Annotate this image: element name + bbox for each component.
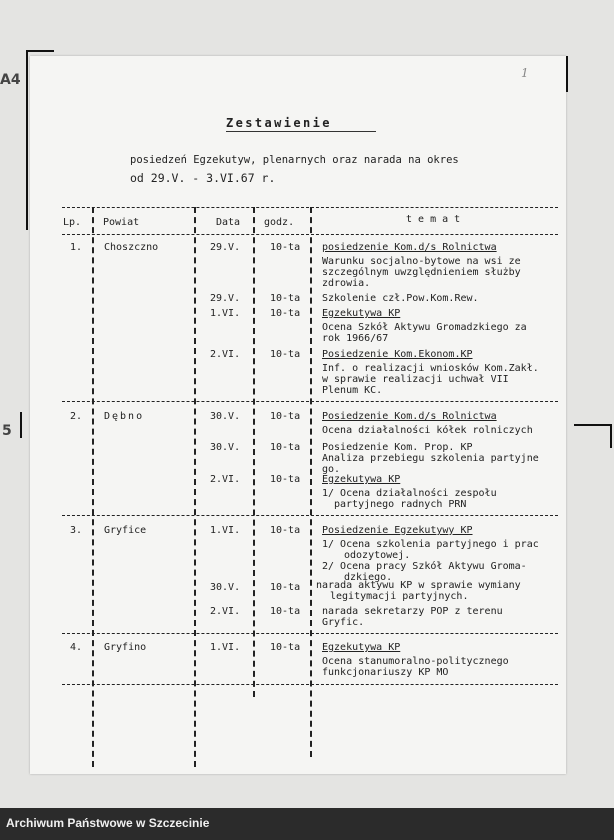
- row-subject-heading: Posiedzenie Egzekutywy KP: [322, 525, 473, 536]
- row-date: 30.V.: [210, 442, 241, 453]
- row-subject-line: go.: [322, 464, 341, 475]
- row-subject-line: Inf. o realizacji wniosków Kom.Zakł.: [322, 363, 539, 374]
- row-subject-heading: Egzekutywa KP: [322, 474, 401, 485]
- row-time: 10-ta: [270, 308, 301, 319]
- row-subject-line: Szkolenie czł.Pow.Kom.Rew.: [322, 293, 479, 304]
- row-date: 29.V.: [210, 293, 241, 304]
- column-rule-1: [92, 207, 94, 767]
- row-subject-line: narada sekretarzy POP z terenu: [322, 606, 503, 617]
- row-date: 30.V.: [210, 411, 241, 422]
- row-time: 10-ta: [270, 442, 301, 453]
- title-underline: [226, 131, 376, 132]
- row-subject-line: Warunku socjalno-bytowe na wsi ze: [322, 256, 521, 267]
- row-subject-heading: Egzekutywa KP: [322, 308, 401, 319]
- row-subject-line: zdrowia.: [322, 278, 371, 289]
- row-date: 29.V.: [210, 242, 241, 253]
- column-rule-4: [310, 207, 312, 757]
- row-subject-line: Gryfic.: [322, 617, 365, 628]
- row-time: 10-ta: [270, 411, 301, 422]
- header-data: Data: [216, 217, 241, 228]
- document-title: Zestawienie: [226, 116, 332, 130]
- row-time: 10-ta: [270, 293, 301, 304]
- row-date: 1.VI.: [210, 308, 241, 319]
- group-lp: 3.: [70, 525, 83, 536]
- row-subject-line: dzkiego.: [344, 572, 393, 583]
- row-subject-line: partyjnego radnych PRN: [334, 499, 467, 510]
- header-powiat: Powiat: [103, 217, 140, 228]
- row-time: 10-ta: [270, 582, 301, 593]
- frame-mark-mid: 5: [2, 423, 12, 439]
- frame-mark-top: A4: [0, 72, 21, 88]
- group-lp: 4.: [70, 642, 83, 653]
- row-time: 10-ta: [270, 642, 301, 653]
- row-subject-line: funkcjonariuszy KP MO: [322, 667, 449, 678]
- row-subject-line: narada aktywu KP w sprawie wymiany: [316, 580, 521, 591]
- row-time: 10-ta: [270, 349, 301, 360]
- row-time: 10-ta: [270, 525, 301, 536]
- group-powiat: Choszczno: [104, 242, 159, 253]
- archive-footer: [0, 808, 614, 840]
- header-temat: t e m a t: [406, 214, 461, 225]
- document-subtitle-line1: posiedzeń Egzekutyw, plenarnych oraz narada na okres: [130, 154, 459, 166]
- row-subject-heading: Posiedzenie Kom.d/s Rolnictwa: [322, 411, 497, 422]
- group-powiat: Gryfice: [104, 525, 147, 536]
- row-date: 1.VI.: [210, 525, 241, 536]
- header-lp: Lp.: [63, 217, 82, 228]
- row-subject-line: w sprawie realizacji uchwał VII: [322, 374, 509, 385]
- side-mark-right: [574, 424, 612, 448]
- column-rule-2: [194, 207, 196, 767]
- row-subject-heading: Posiedzenie Kom.Ekonom.KP: [322, 349, 473, 360]
- document-subtitle-line2: od 29.V. - 3.VI.67 r.: [130, 171, 276, 185]
- row-date: 2.VI.: [210, 606, 241, 617]
- header-godz: godz.: [264, 217, 295, 228]
- column-rule-3: [253, 207, 255, 697]
- row-subject-line: Posiedzenie Kom. Prop. KP: [322, 442, 473, 453]
- row-time: 10-ta: [270, 474, 301, 485]
- corner-bracket-top-left-vertical: [26, 50, 28, 230]
- row-subject-heading: Egzekutywa KP: [322, 642, 401, 653]
- row-subject-line: legitymacji partyjnych.: [330, 591, 469, 602]
- pencil-page-number: 1: [521, 66, 529, 80]
- row-subject-line: Analiza przebiegu szkolenia partyjne: [322, 453, 539, 464]
- row-subject-line: rok 1966/67: [322, 333, 389, 344]
- group-powiat: Dębno: [104, 411, 145, 422]
- row-subject-line: 1/ Ocena działalności zespołu: [322, 488, 497, 499]
- group-lp: 1.: [70, 242, 83, 253]
- row-subject-line: Plenum KC.: [322, 385, 383, 396]
- row-subject-line: odozytowej.: [344, 550, 411, 561]
- group-powiat: Gryfino: [104, 642, 147, 653]
- row-subject-line: Ocena działalności kółek rolniczych: [322, 425, 533, 436]
- row-subject-line: 2/ Ocena pracy Szkół Aktywu Groma-: [322, 561, 527, 572]
- row-date: 1.VI.: [210, 642, 241, 653]
- archive-name: Archiwum Państwowe w Szczecinie: [6, 816, 210, 830]
- row-subject-line: szczególnym uwzględnieniem służby: [322, 267, 521, 278]
- row-date: 30.V.: [210, 582, 241, 593]
- side-mark-left: [20, 412, 30, 438]
- row-subject-line: Ocena Szkół Aktywu Gromadzkiego za: [322, 322, 527, 333]
- row-date: 2.VI.: [210, 349, 241, 360]
- row-subject-line: Ocena stanumoralno-politycznego: [322, 656, 509, 667]
- row-time: 10-ta: [270, 242, 301, 253]
- row-date: 2.VI.: [210, 474, 241, 485]
- row-subject-heading: posiedzenie Kom.d/s Rolnictwa: [322, 242, 497, 253]
- row-subject-line: 1/ Ocena szkolenia partyjnego i prac: [322, 539, 539, 550]
- row-time: 10-ta: [270, 606, 301, 617]
- group-lp: 2.: [70, 411, 83, 422]
